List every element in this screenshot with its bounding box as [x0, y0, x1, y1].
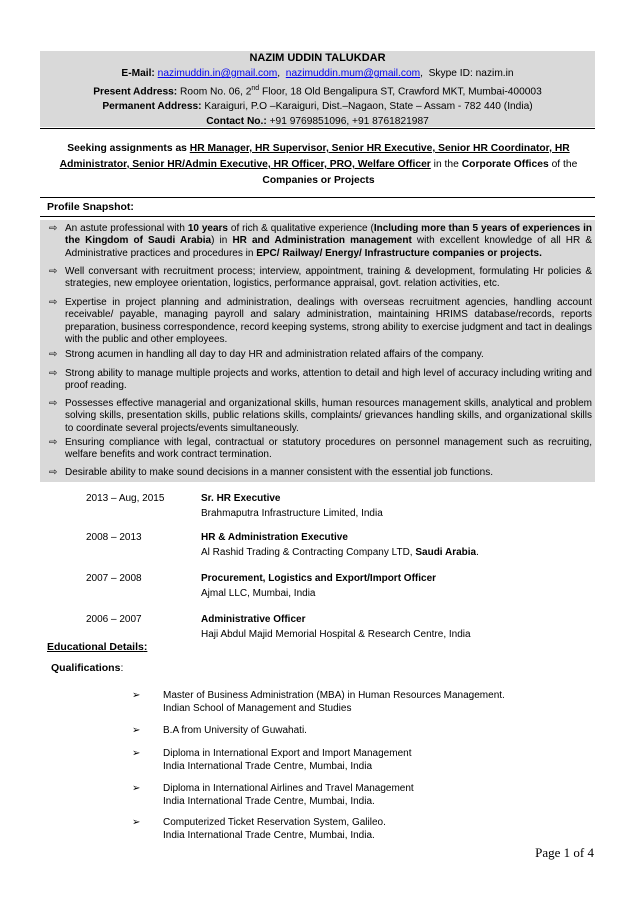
- email-link-2[interactable]: nazimuddin.mum@gmail.com: [285, 68, 421, 79]
- arrow-icon: ⇨: [49, 437, 58, 448]
- present-address: Present Address: Room No. 06, 2nd Floor, 18 Old Bengalipura ST, Crawford MKT, Mumbai-400003: [93, 85, 542, 98]
- experience-role: Administrative Officer: [201, 614, 306, 625]
- arrow-bullet-icon: ➢: [132, 783, 141, 794]
- permanent-address-label: Permanent Address:: [102, 101, 202, 113]
- objective-statement: Seeking assignments as HR Manager, HR Supervisor, Senior HR Executive, Senior HR Coordinator, HR Administrator, Senior HR/Admin Executive, HR Officer, PRO, Welfare Officer in the Corporate Offices of the Companies or Projects: [59, 143, 578, 186]
- experience-dates: 2008 – 2013: [86, 532, 142, 543]
- arrow-bullet-icon: ➢: [132, 817, 141, 828]
- arrow-icon: ⇨: [49, 467, 58, 478]
- permanent-address: Permanent Address: Karaiguri, P.O –Karaiguri, Dist.–Nagaon, State – Assam - 782 440 (India): [102, 101, 533, 113]
- experience-dates: 2007 – 2008: [86, 573, 142, 584]
- experience-org: Ajmal LLC, Mumbai, India: [201, 588, 316, 599]
- arrow-icon: ⇨: [49, 368, 58, 379]
- experience-dates: 2006 – 2007: [86, 614, 142, 625]
- contact-label: Contact No.:: [206, 116, 267, 128]
- experience-org: Brahmaputra Infrastructure Limited, India: [201, 508, 383, 519]
- email-link-1[interactable]: nazimuddin.in@gmail.com: [157, 68, 278, 79]
- present-address-label: Present Address:: [93, 86, 178, 98]
- arrow-bullet-icon: ➢: [132, 690, 141, 701]
- email-line: E-Mail: nazimuddin.in@gmail.com, nazimuddin.mum@gmail.com, Skype ID: nazim.in: [121, 68, 514, 79]
- contact-numbers: Contact No.: +91 9769851096, +91 8761821987: [206, 116, 429, 128]
- contact-header: [40, 51, 595, 127]
- page-number: Page 1 of 4: [535, 845, 594, 860]
- divider: [40, 197, 595, 198]
- arrow-icon: ⇨: [49, 349, 58, 360]
- email-label: E-Mail:: [121, 68, 155, 79]
- experience-role: Sr. HR Executive: [201, 493, 281, 504]
- skype-id: Skype ID: nazim.in: [428, 68, 514, 79]
- arrow-icon: ⇨: [49, 297, 58, 308]
- experience-role: Procurement, Logistics and Export/Import Officer: [201, 573, 437, 584]
- candidate-name: NAZIM UDDIN TALUKDAR: [249, 52, 386, 64]
- divider: [40, 216, 595, 217]
- experience-role: HR & Administration Executive: [201, 532, 348, 543]
- arrow-icon: ⇨: [49, 223, 58, 234]
- section-title-profile: Profile Snapshot:: [47, 201, 134, 213]
- experience-org: Al Rashid Trading & Contracting Company LTD, Saudi Arabia.: [201, 547, 479, 558]
- arrow-icon: ⇨: [49, 266, 58, 277]
- profile-snapshot: ⇨ An astute professional with 10 years of rich & qualitative experience (Including more than 5 years of experiences in the Kingdom of Saudi Arabia) in HR and Administration management with excellent knowledge of all HR & Administrative practices and procedures in EPC/ Railway/ Energy/ Infrastructure companies or projects. ⇨ Well conversant with recruitment process; interview, appointment, training & development, formulating Hr policies & strategies, new employee orientation, logistics, performance appraisal, govt. relation activities, etc. ⇨ Expertise in project planning and administration, dealings with overseas recruitment agencies, handling account receivable/ payable, managing payroll and salary administration, maintaining HRIMS database/records, reports preparation, business correspondence, record keeping systems, strong ability to exercise judgment and tact in dealings with the public and other employees. ⇨ Strong acumen in handling all day to day HR and administration related affairs of the company. ⇨ Strong ability to manage multiple projects and works, attention to detail and high level of accuracy including writing and proof reading. ⇨ Possesses effective managerial and organizational skills, human resources management skills, analytical and problem solving skills, presentation skills, public relations skills, complaints/ grievances handling skills, and organizational skills to coordinate several projects/events simultaneously. ⇨ Ensuring compliance with legal, contractual or statutory procedures on personnel management such as recruiting, welfare benefits and work contract termination. ⇨ Desirable ability to make sound decisions in a manner consistent with the essential job functions.: [40, 220, 595, 482]
- qualifications-label: Qualifications:: [51, 662, 124, 674]
- experience-org: Haji Abdul Majid Memorial Hospital & Research Centre, India: [201, 629, 471, 640]
- section-title-education: Educational Details:: [47, 641, 148, 653]
- divider: [40, 128, 595, 129]
- arrow-bullet-icon: ➢: [132, 725, 141, 736]
- arrow-bullet-icon: ➢: [132, 748, 141, 759]
- arrow-icon: ⇨: [49, 398, 58, 409]
- experience-dates: 2013 – Aug, 2015: [86, 493, 165, 504]
